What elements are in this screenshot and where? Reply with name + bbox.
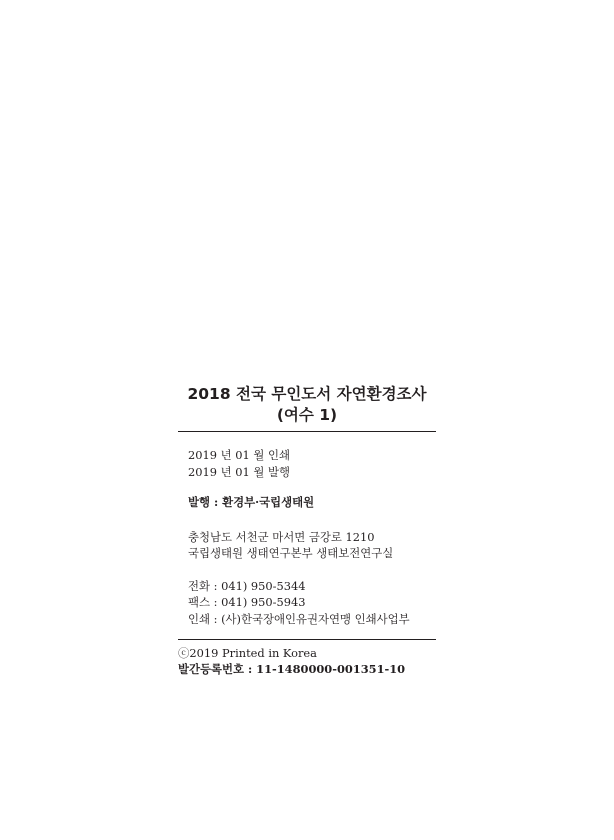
copyright: ⓒ2019 Printed in Korea [178, 646, 317, 660]
book-title-sub: (여수 1) [276, 406, 338, 424]
publish-date: 2019 년 01 월 발행 [188, 464, 290, 479]
publisher: 발행 : 환경부·국립생태원 [188, 495, 315, 509]
publication-info [178, 432, 436, 627]
colophon [178, 384, 436, 677]
printer: 인쇄 : (사)한국장애인유권자연맹 인쇄사업부 [188, 611, 410, 626]
book-title [178, 384, 436, 426]
registration-number: 발간등록번호 : 11-1480000-001351-10 [178, 662, 406, 676]
phone-number: 전화 : 041) 950-5344 [188, 578, 306, 593]
colophon-footer [178, 640, 436, 677]
fax-number: 팩스 : 041) 950-5943 [188, 595, 306, 609]
book-title-main: 2018 전국 무인도서 자연환경조사 [187, 385, 427, 403]
address-line-1: 충청남도 서천군 마서면 금강로 1210 [188, 529, 375, 544]
print-date: 2019 년 01 월 인쇄 [188, 448, 290, 462]
address-line-2: 국립생태원 생태연구본부 생태보전연구실 [188, 546, 394, 560]
